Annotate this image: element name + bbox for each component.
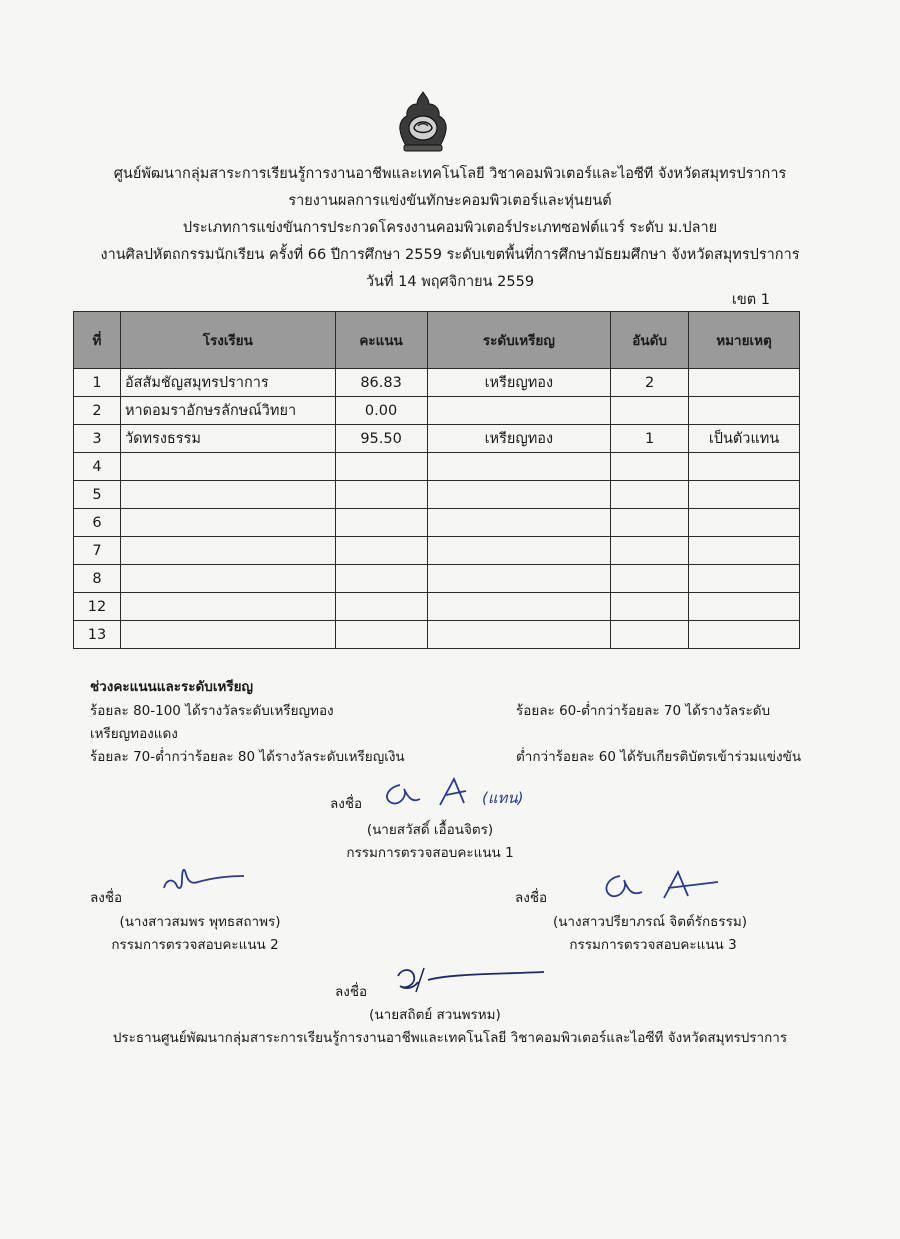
signer-4-role: ประธานศูนย์พัฒนากลุ่มสาระการเรียนรู้การงานอาชีพและเทคโนโลยี วิชาคอมพิวเตอร์และไอซีที จังหวัดสมุทรปราการ	[112, 1030, 788, 1046]
header-remark: หมายเหตุ	[689, 312, 800, 369]
cell-medal	[427, 509, 611, 537]
cell-remark	[689, 369, 800, 397]
signer-2-role: กรรมการตรวจสอบคะแนน 2	[111, 937, 279, 953]
cell-school	[120, 537, 335, 565]
cell-remark	[689, 537, 800, 565]
cell-no: 4	[74, 453, 121, 481]
signature-label-3: ลงชื่อ	[515, 890, 548, 906]
header-medal: ระดับเหรียญ	[427, 312, 611, 369]
table-row	[74, 509, 800, 537]
table-row	[74, 593, 800, 621]
header-organization: ศูนย์พัฒนากลุ่มสาระการเรียนรู้การงานอาชีพและเทคโนโลยี วิชาคอมพิวเตอร์และไอซีที จังหวัดสมุทรปราการ	[113, 166, 787, 182]
cell-medal	[427, 565, 611, 593]
cell-school	[120, 621, 335, 649]
signature-label-2: ลงชื่อ	[90, 890, 123, 906]
cell-rank	[611, 565, 689, 593]
table-row	[74, 621, 800, 649]
header-date: วันที่ 14 พฤศจิกายน 2559	[365, 274, 535, 290]
table-row	[74, 425, 800, 453]
criteria-bronze: ร้อยละ 60-ต่ำกว่าร้อยละ 70 ได้รางวัลระดับ	[516, 703, 771, 719]
cell-no: 12	[74, 593, 121, 621]
cell-score	[335, 565, 427, 593]
cell-score	[335, 509, 427, 537]
cell-school: อัสสัมชัญสมุทรปราการ	[120, 369, 335, 397]
cell-no: 1	[74, 369, 121, 397]
header-rank: อันดับ	[611, 312, 689, 369]
cell-score	[335, 537, 427, 565]
signature-label-4: ลงชื่อ	[335, 984, 368, 1000]
table-row	[74, 537, 800, 565]
table-header-row	[74, 312, 800, 369]
criteria-bronze-continued: เหรียญทองแดง	[90, 726, 178, 742]
signer-2-name: (นางสาวสมพร พุทธสถาพร)	[119, 914, 281, 930]
table-row	[74, 481, 800, 509]
cell-score	[335, 621, 427, 649]
cell-rank	[611, 509, 689, 537]
results-table	[73, 311, 800, 649]
cell-school: วัดทรงธรรม	[120, 425, 335, 453]
header-school: โรงเรียน	[120, 312, 335, 369]
header-score: คะแนน	[335, 312, 427, 369]
signature-3-handwriting-icon	[598, 868, 723, 904]
criteria-silver: ร้อยละ 70-ต่ำกว่าร้อยละ 80 ได้รางวัลระดับเหรียญเงิน	[90, 749, 405, 765]
cell-score	[335, 481, 427, 509]
header-no: ที่	[74, 312, 121, 369]
cell-school	[120, 565, 335, 593]
cell-rank	[611, 537, 689, 565]
signature-1-handwritten-note: (แทน)	[482, 789, 524, 807]
cell-medal: เหรียญทอง	[427, 369, 611, 397]
cell-school	[120, 453, 335, 481]
cell-medal	[427, 537, 611, 565]
cell-score: 86.83	[335, 369, 427, 397]
cell-medal	[427, 481, 611, 509]
table-row	[74, 453, 800, 481]
cell-rank	[611, 397, 689, 425]
table-row	[74, 369, 800, 397]
zone-label: เขต 1	[731, 292, 770, 308]
signer-4-name: (นายสถิตย์ สวนพรหม)	[369, 1007, 501, 1023]
cell-no: 7	[74, 537, 121, 565]
signature-2-handwriting-icon	[158, 862, 248, 898]
header-report-title: รายงานผลการแข่งขันทักษะคอมพิวเตอร์และหุ่นยนต์	[288, 193, 612, 209]
cell-remark	[689, 481, 800, 509]
table-row	[74, 397, 800, 425]
cell-medal	[427, 593, 611, 621]
signature-4-handwriting-icon	[388, 962, 548, 996]
education-emblem-icon	[396, 90, 450, 152]
cell-medal	[427, 453, 611, 481]
cell-no: 13	[74, 621, 121, 649]
cell-medal	[427, 621, 611, 649]
header-contest-type: ประเภทการแข่งขันการประกวดโครงงานคอมพิวเตอร์ประเภทซอฟต์แวร์ ระดับ ม.ปลาย	[182, 220, 718, 236]
table-row	[74, 565, 800, 593]
cell-score	[335, 453, 427, 481]
cell-rank: 2	[611, 369, 689, 397]
cell-no: 2	[74, 397, 121, 425]
cell-no: 8	[74, 565, 121, 593]
criteria-title: ช่วงคะแนนและระดับเหรียญ	[90, 679, 254, 695]
cell-medal	[427, 397, 611, 425]
cell-remark	[689, 397, 800, 425]
signer-1-name: (นายสวัสดิ์ เอื้อนจิตร)	[366, 822, 494, 838]
cell-no: 3	[74, 425, 121, 453]
cell-remark: เป็นตัวแทน	[689, 425, 800, 453]
cell-school: หาดอมราอักษรลักษณ์วิทยา	[120, 397, 335, 425]
cell-rank	[611, 481, 689, 509]
criteria-gold: ร้อยละ 80-100 ได้รางวัลระดับเหรียญทอง	[90, 703, 334, 719]
cell-remark	[689, 593, 800, 621]
cell-medal: เหรียญทอง	[427, 425, 611, 453]
cell-rank	[611, 593, 689, 621]
cell-school	[120, 481, 335, 509]
cell-score	[335, 593, 427, 621]
header-event: งานศิลปหัตถกรรมนักเรียน ครั้งที่ 66 ปีการศึกษา 2559 ระดับเขตพื้นที่การศึกษามัธยมศึกษา จังหวัดสมุทรปราการ	[100, 247, 800, 263]
signer-3-role: กรรมการตรวจสอบคะแนน 3	[569, 937, 737, 953]
cell-no: 6	[74, 509, 121, 537]
cell-score: 95.50	[335, 425, 427, 453]
cell-no: 5	[74, 481, 121, 509]
cell-score: 0.00	[335, 397, 427, 425]
signer-1-role: กรรมการตรวจสอบคะแนน 1	[346, 845, 514, 861]
signature-label-1: ลงชื่อ	[330, 796, 363, 812]
cell-remark	[689, 453, 800, 481]
cell-rank: 1	[611, 425, 689, 453]
cell-school	[120, 593, 335, 621]
cell-rank	[611, 621, 689, 649]
cell-remark	[689, 565, 800, 593]
signer-3-name: (นางสาวปรียาภรณ์ จิตต์รักธรรม)	[552, 914, 748, 930]
cell-remark	[689, 621, 800, 649]
cell-rank	[611, 453, 689, 481]
cell-school	[120, 509, 335, 537]
cell-remark	[689, 509, 800, 537]
criteria-participation: ต่ำกว่าร้อยละ 60 ได้รับเกียรติบัตรเข้าร่วมแข่งขัน	[516, 749, 802, 765]
